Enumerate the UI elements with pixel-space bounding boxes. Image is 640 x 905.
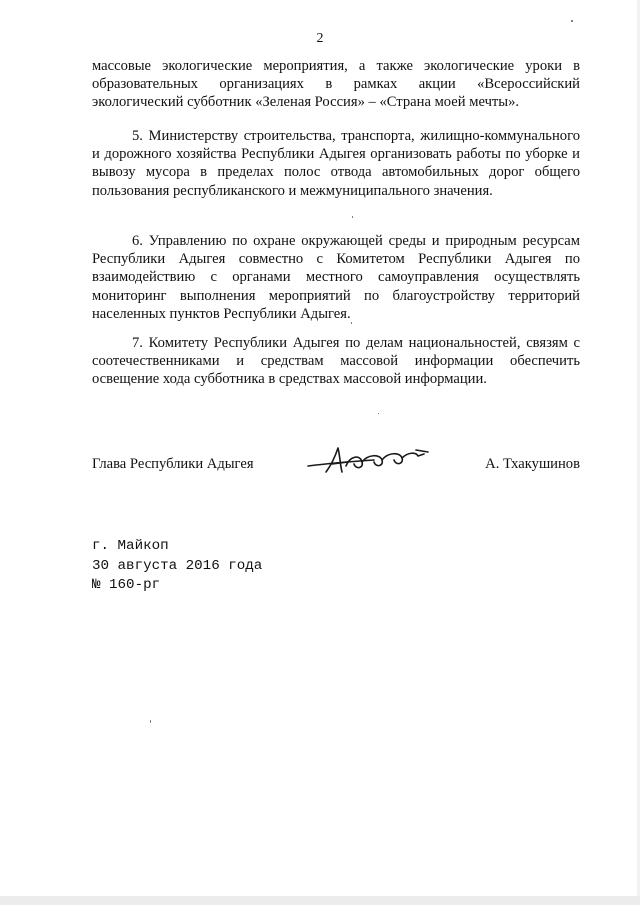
handwritten-signature xyxy=(304,442,432,480)
scan-speck xyxy=(378,413,379,414)
issue-city: г. Майкоп xyxy=(92,538,169,554)
paragraph-item-5: 5. Министерству строительства, транспорта, жилищно-коммунального и дорожного хозяйства Республики Адыгея организовать работы по уборке и вывозу мусора в пределах полос отвода автомобильных дорог общего пользования республиканского и межмуниципального значения. xyxy=(92,128,580,199)
issue-date: 30 августа 2016 года xyxy=(92,557,263,574)
signatory-title: Глава Республики Адыгея xyxy=(92,456,254,472)
scan-edge-bottom xyxy=(0,896,640,905)
scan-speck xyxy=(351,322,352,324)
page-number: 2 xyxy=(316,31,324,46)
paragraph-item-6: 6. Управлению по охране окружающей среды и природным ресурсам Республики Адыгея совместно с Комитетом Республики Адыгея по взаимодействию с органами местного самоуправления осуществлять мониторинг выполнения мероприятий по благоустройству территорий населенных пунктов Республики Адыгея. xyxy=(92,233,580,322)
issue-number: № 160-рг xyxy=(92,577,161,593)
scan-speck xyxy=(150,720,151,723)
issue-details xyxy=(92,537,262,596)
scan-speck xyxy=(352,216,353,218)
signature-row xyxy=(92,456,580,480)
paragraph-continuation: массовые экологические мероприятия, а также экологические уроки в образовательных организациях в рамках акции «Всероссийский экологический субботник «Зеленая Россия» – «Страна моей мечты». xyxy=(92,58,580,111)
paragraph-item-7: 7. Комитету Республики Адыгея по делам национальностей, связям с соотечественниками и средствам массовой информации обеспечить освещение хода субботника в средствах массовой информации. xyxy=(92,335,580,388)
signatory-name: А. Тхакушинов xyxy=(485,456,580,472)
scan-speck xyxy=(571,20,573,22)
